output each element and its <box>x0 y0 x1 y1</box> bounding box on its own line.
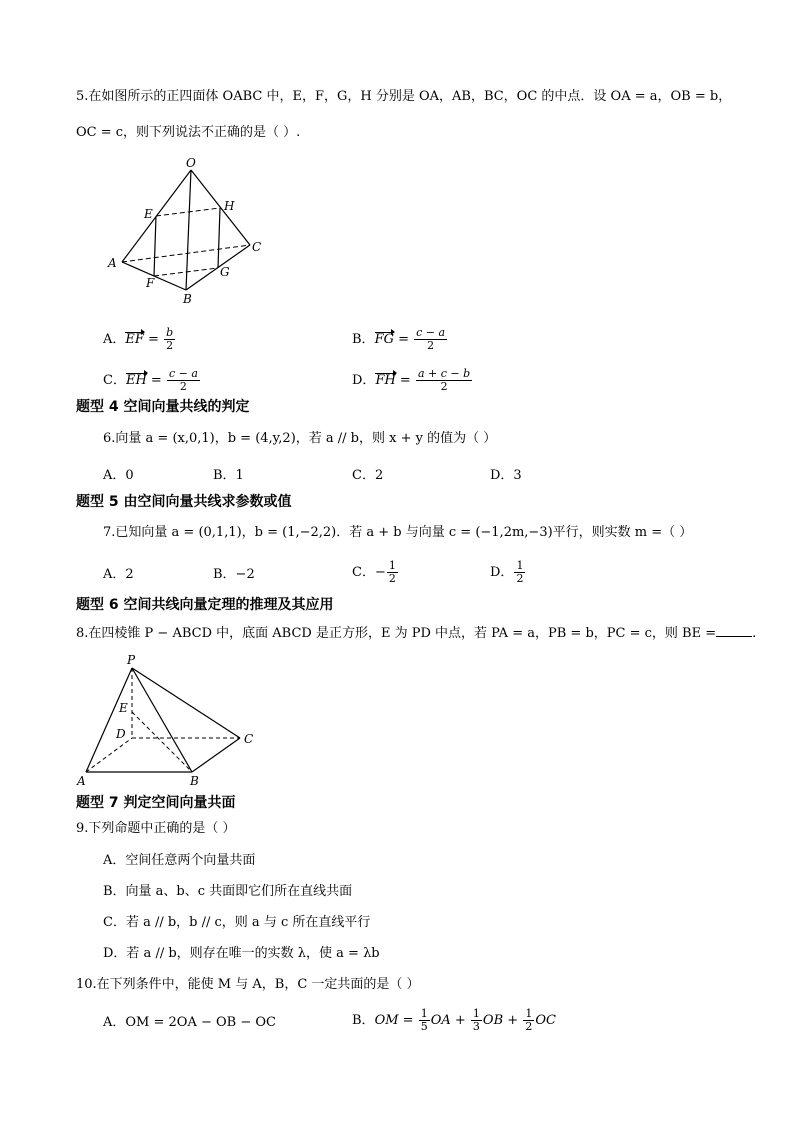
q10-option-a: A．OM = 2OA − OB − OC <box>103 1015 276 1030</box>
q8-label-C: C <box>244 732 254 746</box>
type7-heading: 题型 7 判定空间向量共面 <box>76 795 236 811</box>
q8-label-D: D <box>116 727 126 741</box>
q6-option-d: D．3 <box>490 468 522 483</box>
q7-option-a: A．2 <box>103 567 134 582</box>
q8-answer-blank[interactable] <box>716 624 752 637</box>
q5-label-C: C <box>252 240 262 254</box>
type6-heading: 题型 6 空间共线向量定理的推理及其应用 <box>76 597 334 613</box>
q8-label-B: B <box>190 774 199 788</box>
q9-stem: 9.下列命题中正确的是（ ） <box>76 821 236 836</box>
q10-option-b: B．OM = $\frac{1}{5}$ OA + $\frac{1}{3}$ OB + $\frac{1}{2}$ OC <box>352 1007 556 1033</box>
q6-option-a: A．0 <box>103 468 134 483</box>
q5-label-A: A <box>108 256 117 270</box>
q7-stem: 7.已知向量 a = (0,1,1)，b = (1,−2,2)．若 a + b 与向量 c = (−1,2m,−3)平行，则实数 m =（ ） <box>103 525 693 540</box>
q7-option-b: B．−2 <box>213 567 255 582</box>
q7-option-c: C．− $\frac{1}{2}$ <box>352 559 396 585</box>
q5-stem-line1: 5.在如图所示的正四面体 OABC 中，E，F，G，H 分别是 OA，AB，BC，OC 的中点．设 OA = a，OB = b， <box>76 89 732 104</box>
q5-option-d: D．FH = $\frac{a + c - b}{2}$ <box>352 367 471 393</box>
type4-heading: 题型 4 空间向量共线的判定 <box>76 399 250 415</box>
q5-option-a: A．EF = $\frac{b}{2}$ <box>103 326 174 352</box>
type5-heading: 题型 5 由空间向量共线求参数或值 <box>76 494 292 510</box>
q8-label-P: P <box>127 653 136 667</box>
q5-label-O: O <box>186 156 196 170</box>
q6-stem: 6.向量 a = (x,0,1)，b = (4,y,2)，若 a // b，则 x + y 的值为（ ） <box>103 431 497 446</box>
q5-label-H: H <box>224 199 235 213</box>
q9-option-c: C．若 a // b，b // c，则 a 与 c 所在直线平行 <box>103 915 371 930</box>
q8-label-A: A <box>77 774 86 788</box>
q6-option-c: C．2 <box>352 468 384 483</box>
q9-option-d: D．若 a // b，则存在唯一的实数 λ，使 a = λb <box>103 946 380 961</box>
q10-stem: 10.在下列条件中，能使 M 与 A，B，C 一定共面的是（ ） <box>76 977 420 992</box>
q5-option-b: B．FG = $\frac{c - a}{2}$ <box>352 326 446 352</box>
q9-option-b: B．向量 a、b、c 共面即它们所在直线共面 <box>103 884 353 899</box>
q8-stem: 8.在四棱锥 P − ABCD 中，底面 ABCD 是正方形，E 为 PD 中点，若 PA = a，PB = b，PC = c，则 BE = . <box>76 626 757 641</box>
q5-label-B: B <box>183 292 192 305</box>
q5-option-c: C．EH = $\frac{c - a}{2}$ <box>103 367 198 393</box>
q8-label-E: E <box>119 701 128 715</box>
q9-option-a: A．空间任意两个向量共面 <box>103 853 256 868</box>
q5-stem-line2: OC = c，则下列说法不正确的是（ ）. <box>76 125 301 140</box>
q8-pyramid-figure <box>72 650 267 790</box>
q5-tetrahedron-figure <box>100 155 275 305</box>
q7-option-d: D． $\frac{1}{2}$ <box>490 559 524 585</box>
q5-label-E: E <box>144 207 153 221</box>
q6-option-b: B．1 <box>213 468 244 483</box>
q5-label-G: G <box>220 265 230 279</box>
q5-label-F: F <box>146 276 155 290</box>
